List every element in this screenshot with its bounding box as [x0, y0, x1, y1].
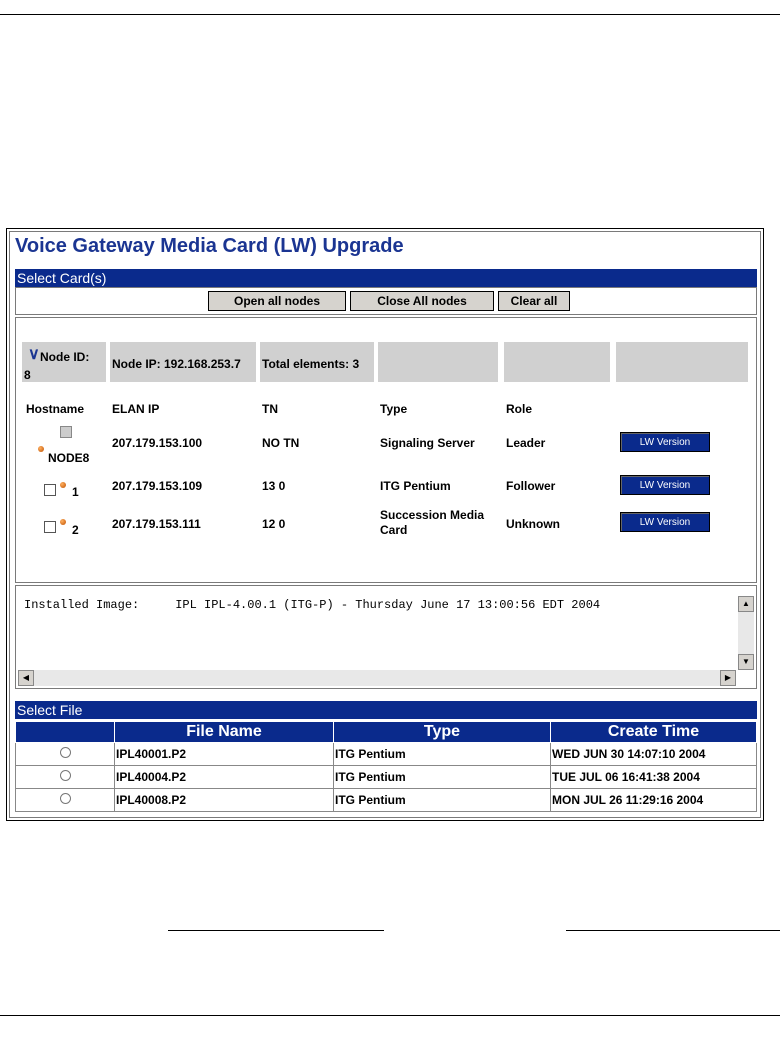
card-1-checkbox[interactable] — [44, 484, 56, 496]
clear-all-button[interactable]: Clear all — [498, 291, 570, 311]
underline — [566, 930, 780, 931]
file-type: ITG Pentium — [334, 766, 551, 789]
card-type: ITG Pentium — [380, 479, 451, 493]
toolbar — [15, 287, 757, 315]
file-name: IPL40008.P2 — [115, 789, 334, 812]
column-type: Type — [380, 402, 408, 416]
column-tn: TN — [262, 402, 278, 416]
hostname: 1 — [72, 485, 79, 499]
elan-ip: 207.179.153.111 — [112, 517, 201, 531]
file-name: IPL40001.P2 — [115, 743, 334, 766]
column-hostname: Hostname — [26, 402, 85, 416]
select-file-header: Select File — [15, 701, 757, 719]
scroll-up-icon[interactable]: ▲ — [738, 596, 754, 612]
radio-cell[interactable] — [16, 789, 115, 812]
column-create-time: Create Time — [551, 722, 757, 743]
node-ip-cell — [110, 342, 256, 382]
create-time: WED JUN 30 14:07:10 2004 — [551, 743, 757, 766]
tn: 13 0 — [262, 479, 286, 493]
elan-ip: 207.179.153.109 — [112, 479, 203, 493]
radio-cell[interactable] — [16, 743, 115, 766]
card-tree — [15, 317, 757, 583]
lw-version-button[interactable]: LW Version — [620, 512, 710, 532]
log-textarea[interactable] — [15, 585, 757, 689]
column-file-name: File Name — [115, 722, 334, 743]
column-elan-ip: ELAN IP — [112, 402, 160, 416]
column-role: Role — [506, 402, 533, 416]
page-title: Voice Gateway Media Card (LW) Upgrade — [15, 235, 404, 257]
header-blank-cell — [504, 342, 610, 382]
file-name: IPL40004.P2 — [115, 766, 334, 789]
file-radio[interactable] — [60, 770, 71, 781]
column-select — [16, 722, 115, 743]
scroll-right-icon[interactable]: ▶ — [720, 670, 736, 686]
node-bullet-icon — [60, 519, 66, 525]
select-cards-header: Select Card(s) — [15, 269, 757, 287]
node-bullet-icon — [60, 482, 66, 488]
tn: 12 0 — [262, 517, 286, 531]
upgrade-window — [6, 228, 764, 821]
column-file-type: Type — [334, 722, 551, 743]
card-type-line2: Card — [380, 523, 408, 537]
scroll-left-icon[interactable]: ◀ — [18, 670, 34, 686]
close-all-nodes-button[interactable]: Close All nodes — [350, 291, 494, 311]
table-row — [16, 789, 757, 812]
card-type-line1: Succession Media — [380, 508, 485, 522]
file-type: ITG Pentium — [334, 743, 551, 766]
create-time: TUE JUL 06 16:41:38 2004 — [551, 766, 757, 789]
node-ip: Node IP: 192.168.253.7 — [112, 357, 241, 371]
file-radio[interactable] — [60, 747, 71, 758]
file-type: ITG Pentium — [334, 789, 551, 812]
underline — [168, 930, 384, 931]
header-blank-cell — [378, 342, 498, 382]
file-radio[interactable] — [60, 793, 71, 804]
radio-cell[interactable] — [16, 766, 115, 789]
horizontal-scrollbar[interactable] — [18, 670, 736, 686]
card-role: Leader — [506, 436, 546, 450]
node-bullet-icon — [38, 446, 44, 452]
bottom-rule — [0, 1015, 780, 1016]
card-role: Follower — [506, 479, 556, 493]
chevron-down-icon[interactable]: ∨ — [28, 346, 40, 363]
vertical-scrollbar[interactable] — [738, 596, 754, 670]
hostname: 2 — [72, 523, 79, 537]
create-time: MON JUL 26 11:29:16 2004 — [551, 789, 757, 812]
lw-version-button[interactable]: LW Version — [620, 475, 710, 495]
open-all-nodes-button[interactable]: Open all nodes — [208, 291, 346, 311]
node-id-label: Node ID: — [40, 350, 90, 364]
top-rule — [0, 14, 780, 15]
tn: NO TN — [262, 436, 300, 450]
card-role: Unknown — [506, 517, 560, 531]
node-id-cell[interactable] — [22, 342, 106, 382]
node-id-value: 8 — [24, 368, 31, 382]
elan-ip: 207.179.153.100 — [112, 436, 203, 450]
lw-version-button[interactable]: LW Version — [620, 432, 710, 452]
node8-checkbox[interactable] — [60, 426, 72, 438]
file-table — [15, 721, 757, 812]
card-2-checkbox[interactable] — [44, 521, 56, 533]
total-elements: Total elements: 3 — [262, 357, 360, 371]
total-elements-cell — [260, 342, 374, 382]
table-row — [16, 766, 757, 789]
hostname: NODE8 — [48, 451, 90, 465]
scroll-down-icon[interactable]: ▼ — [738, 654, 754, 670]
file-table-header — [16, 722, 757, 743]
table-row — [16, 743, 757, 766]
header-blank-cell — [616, 342, 748, 382]
log-text: Installed Image: IPL IPL-4.00.1 (ITG-P) - Thursday June 17 13:00:56 EDT 2004 — [24, 598, 601, 612]
card-type: Signaling Server — [380, 436, 475, 450]
